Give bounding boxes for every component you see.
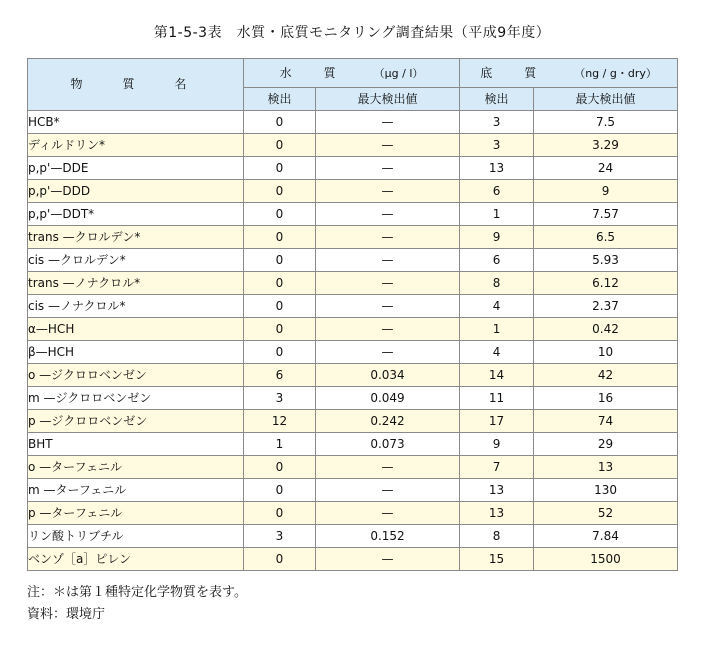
water-detect-value: 0 [244, 203, 316, 226]
table-row [28, 203, 678, 226]
sediment-detect-value: 4 [460, 341, 534, 364]
water-max-value: — [316, 226, 460, 249]
water-detect-value: 0 [244, 226, 316, 249]
water-detect-value: 12 [244, 410, 316, 433]
table-row [28, 180, 678, 203]
water-max-value: — [316, 318, 460, 341]
sediment-detect-value: 13 [460, 157, 534, 180]
sediment-max-value: 52 [534, 502, 678, 525]
table-row [28, 249, 678, 272]
water-detect-value: 6 [244, 364, 316, 387]
sediment-max-header: 最大検出値 [534, 88, 678, 111]
water-detect-value: 0 [244, 479, 316, 502]
monitoring-table [27, 58, 678, 571]
water-detect-value: 0 [244, 134, 316, 157]
table-row [28, 433, 678, 456]
water-detect-value: 3 [244, 525, 316, 548]
substance-name: o —ターフェニル [28, 456, 244, 479]
water-max-value: — [316, 548, 460, 571]
sediment-detect-value: 1 [460, 203, 534, 226]
substance-name: m —ジクロロベンゼン [28, 387, 244, 410]
table-row [28, 226, 678, 249]
sediment-detect-value: 6 [460, 249, 534, 272]
water-detect-value: 0 [244, 295, 316, 318]
substance-name: o —ジクロロベンゼン [28, 364, 244, 387]
substance-header: 物 質 名 [28, 59, 244, 111]
sediment-max-value: 5.93 [534, 249, 678, 272]
substance-name: p —ジクロロベンゼン [28, 410, 244, 433]
table-row [28, 295, 678, 318]
sediment-max-value: 130 [534, 479, 678, 502]
notes [27, 582, 247, 626]
sediment-unit-label: （ng / g・dry） [574, 66, 657, 80]
sediment-max-value: 0.42 [534, 318, 678, 341]
water-max-value: — [316, 272, 460, 295]
water-max-value: 0.034 [316, 364, 460, 387]
sediment-detect-value: 13 [460, 502, 534, 525]
water-header-label: 水 質 [279, 65, 346, 80]
sediment-max-value: 10 [534, 341, 678, 364]
water-detect-value: 0 [244, 111, 316, 134]
substance-name: p,p'—DDT* [28, 203, 244, 226]
water-max-value: — [316, 456, 460, 479]
substance-name: cis —ノナクロル* [28, 295, 244, 318]
substance-name: HCB* [28, 111, 244, 134]
sediment-detect-value: 11 [460, 387, 534, 410]
table-row [28, 341, 678, 364]
substance-name: m —ターフェニル [28, 479, 244, 502]
water-max-header: 最大検出値 [316, 88, 460, 111]
sediment-max-value: 6.12 [534, 272, 678, 295]
sediment-max-value: 74 [534, 410, 678, 433]
sediment-detect-value: 6 [460, 180, 534, 203]
water-max-value: — [316, 203, 460, 226]
water-max-value: — [316, 111, 460, 134]
sediment-group-header [460, 59, 678, 88]
substance-name: ベンゾ［a］ピレン [28, 548, 244, 571]
sediment-max-value: 2.37 [534, 295, 678, 318]
sediment-detect-value: 17 [460, 410, 534, 433]
substance-name: ディルドリン* [28, 134, 244, 157]
sediment-detect-header: 検出 [460, 88, 534, 111]
water-max-value: — [316, 134, 460, 157]
substance-name: β—HCH [28, 341, 244, 364]
sediment-detect-value: 9 [460, 226, 534, 249]
substance-name: p —ターフェニル [28, 502, 244, 525]
sediment-max-value: 7.5 [534, 111, 678, 134]
water-max-value: — [316, 502, 460, 525]
water-max-value: — [316, 341, 460, 364]
table-row [28, 318, 678, 341]
water-detect-value: 1 [244, 433, 316, 456]
sediment-detect-value: 9 [460, 433, 534, 456]
water-unit-label: （μg / l） [373, 66, 424, 80]
table-body [28, 111, 678, 571]
water-detect-header: 検出 [244, 88, 316, 111]
sediment-max-value: 6.5 [534, 226, 678, 249]
water-max-value: — [316, 157, 460, 180]
table-row [28, 134, 678, 157]
sediment-max-value: 7.84 [534, 525, 678, 548]
table-row [28, 525, 678, 548]
water-detect-value: 3 [244, 387, 316, 410]
sediment-max-value: 13 [534, 456, 678, 479]
water-max-value: — [316, 249, 460, 272]
sediment-detect-value: 7 [460, 456, 534, 479]
water-detect-value: 0 [244, 502, 316, 525]
sediment-max-value: 16 [534, 387, 678, 410]
sediment-detect-value: 8 [460, 525, 534, 548]
water-detect-value: 0 [244, 272, 316, 295]
sediment-detect-value: 13 [460, 479, 534, 502]
water-group-header [244, 59, 460, 88]
table-row [28, 387, 678, 410]
sediment-detect-value: 1 [460, 318, 534, 341]
sediment-max-value: 3.29 [534, 134, 678, 157]
table-row [28, 111, 678, 134]
water-detect-value: 0 [244, 548, 316, 571]
sediment-max-value: 42 [534, 364, 678, 387]
water-detect-value: 0 [244, 180, 316, 203]
sediment-max-value: 9 [534, 180, 678, 203]
substance-name: α—HCH [28, 318, 244, 341]
water-detect-value: 0 [244, 318, 316, 341]
sediment-detect-value: 3 [460, 111, 534, 134]
table-row [28, 548, 678, 571]
substance-name: trans —ノナクロル* [28, 272, 244, 295]
water-max-value: 0.242 [316, 410, 460, 433]
substance-name: trans —クロルデン* [28, 226, 244, 249]
substance-name: BHT [28, 433, 244, 456]
water-detect-value: 0 [244, 456, 316, 479]
water-max-value: 0.073 [316, 433, 460, 456]
table-row [28, 157, 678, 180]
sediment-detect-value: 15 [460, 548, 534, 571]
page-title: 第1-5-3表 水質・底質モニタリング調査結果（平成9年度） [153, 25, 551, 41]
sediment-detect-value: 14 [460, 364, 534, 387]
footnote: 注：＊は第１種特定化学物質を表す。 [27, 585, 247, 600]
sediment-max-value: 1500 [534, 548, 678, 571]
table-row [28, 364, 678, 387]
water-max-value: — [316, 295, 460, 318]
source-note: 資料：環境庁 [27, 607, 106, 622]
table-row [28, 272, 678, 295]
substance-name: p,p'—DDE [28, 157, 244, 180]
table-row [28, 410, 678, 433]
water-max-value: — [316, 180, 460, 203]
table-row [28, 479, 678, 502]
water-detect-value: 0 [244, 341, 316, 364]
table-row [28, 456, 678, 479]
water-max-value: 0.152 [316, 525, 460, 548]
sediment-max-value: 29 [534, 433, 678, 456]
water-detect-value: 0 [244, 249, 316, 272]
substance-name: リン酸トリブチル [28, 525, 244, 548]
sediment-detect-value: 4 [460, 295, 534, 318]
water-max-value: 0.049 [316, 387, 460, 410]
water-max-value: — [316, 479, 460, 502]
sediment-detect-value: 3 [460, 134, 534, 157]
water-detect-value: 0 [244, 157, 316, 180]
substance-name: p,p'—DDD [28, 180, 244, 203]
sediment-header-label: 底 質 [480, 65, 547, 80]
sediment-max-value: 24 [534, 157, 678, 180]
table-row [28, 502, 678, 525]
sediment-max-value: 7.57 [534, 203, 678, 226]
sediment-detect-value: 8 [460, 272, 534, 295]
substance-name: cis —クロルデン* [28, 249, 244, 272]
